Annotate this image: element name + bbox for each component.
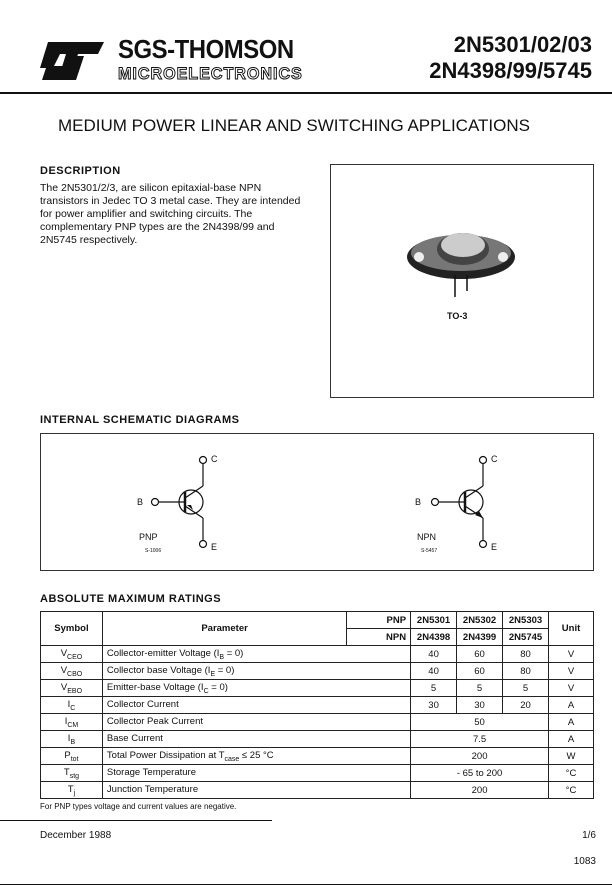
company-name: SGS-THOMSON bbox=[118, 34, 294, 64]
pnp-figure-code: S-1006 bbox=[145, 548, 162, 554]
value-cell: 30 bbox=[411, 697, 457, 714]
value-cell: 5 bbox=[457, 680, 503, 697]
table-row bbox=[41, 646, 594, 663]
table-row bbox=[41, 765, 594, 782]
pnp-part-2: 2N5302 bbox=[457, 612, 503, 629]
symbol-cell: $V_{CEO}$ bbox=[41, 646, 103, 663]
value-cell: 200 bbox=[411, 782, 549, 799]
unit-cell: V bbox=[549, 646, 594, 663]
symbol-cell: $T_{stg}$ bbox=[41, 765, 103, 782]
parameter-cell: Total Power Dissipation at $T_{case} \le 25$ °C bbox=[102, 748, 410, 765]
table-row bbox=[41, 663, 594, 680]
pnp-label: PNP bbox=[139, 532, 158, 542]
npn-c-label: C bbox=[491, 454, 498, 464]
table-row bbox=[41, 731, 594, 748]
value-cell: 200 bbox=[411, 748, 549, 765]
pnp-c-label: C bbox=[211, 454, 218, 464]
value-cell: 80 bbox=[503, 646, 549, 663]
footer-date: December 1988 bbox=[40, 830, 112, 841]
symbol-cell: $P_{tot}$ bbox=[41, 748, 103, 765]
part-numbers-line1: 2N5301/02/03 bbox=[453, 32, 592, 57]
schematic-heading: INTERNAL SCHEMATIC DIAGRAMS bbox=[40, 414, 240, 426]
unit-cell: V bbox=[549, 663, 594, 680]
document-subtitle: MEDIUM POWER LINEAR AND SWITCHING APPLICATIONS bbox=[58, 116, 530, 135]
npn-part-1: 2N4398 bbox=[411, 629, 457, 646]
bottom-rule bbox=[0, 884, 612, 885]
npn-label: NPN bbox=[417, 532, 437, 542]
parameter-cell: Collector base Voltage $(I_E = 0)$ bbox=[102, 663, 410, 680]
table-row bbox=[41, 748, 594, 765]
value-cell: 5 bbox=[503, 680, 549, 697]
parameter-cell: Emitter-base Voltage $(I_C = 0)$ bbox=[102, 680, 410, 697]
symbol-cell: $I_B$ bbox=[41, 731, 103, 748]
value-cell: 60 bbox=[457, 646, 503, 663]
ratings-heading: ABSOLUTE MAXIMUM RATINGS bbox=[40, 593, 222, 605]
package-figure bbox=[330, 164, 594, 398]
parameter-cell: Collector Peak Current bbox=[102, 714, 410, 731]
table-row bbox=[41, 697, 594, 714]
ratings-note: For PNP types voltage and current values are negative. bbox=[40, 802, 237, 811]
document-code: 1083 bbox=[573, 856, 596, 867]
symbol-cell: $V_{EBO}$ bbox=[41, 680, 103, 697]
value-cell: 5 bbox=[411, 680, 457, 697]
unit-cell: A bbox=[549, 731, 594, 748]
npn-b-label: B bbox=[415, 497, 422, 507]
value-cell: 30 bbox=[457, 697, 503, 714]
parameter-cell: Collector Current bbox=[102, 697, 410, 714]
unit-cell: A bbox=[549, 697, 594, 714]
table-row bbox=[41, 714, 594, 731]
value-cell: 7.5 bbox=[411, 731, 549, 748]
header-rule bbox=[0, 92, 612, 94]
npn-row-label: NPN bbox=[347, 629, 411, 646]
table-header-row bbox=[41, 612, 594, 629]
unit-cell: °C bbox=[549, 782, 594, 799]
footer-rule bbox=[0, 820, 272, 821]
unit-header: Unit bbox=[549, 612, 594, 646]
description-heading: DESCRIPTION bbox=[40, 165, 121, 177]
part-numbers-line2: 2N4398/99/5745 bbox=[429, 58, 592, 83]
to3-package-drawing bbox=[401, 219, 521, 299]
pnp-b-label: B bbox=[137, 497, 144, 507]
description-text: The 2N5301/2/3, are silicon epitaxial-base NPN transistors in Jedec TO 3 metal case. They are intended for power amplifier and switching circuits. The complementary PNP types are the 2N4398/99 and 2N5745 respectively. bbox=[40, 182, 301, 246]
parameter-cell: Base Current bbox=[102, 731, 410, 748]
pnp-part-3: 2N5303 bbox=[503, 612, 549, 629]
symbol-cell: $I_C$ bbox=[41, 697, 103, 714]
table-row bbox=[41, 782, 594, 799]
value-cell: 20 bbox=[503, 697, 549, 714]
unit-cell: A bbox=[549, 714, 594, 731]
table-row bbox=[41, 680, 594, 697]
package-label: TO-3 bbox=[447, 311, 468, 321]
st-logo bbox=[40, 40, 106, 82]
ratings-table bbox=[40, 611, 594, 799]
value-cell: 80 bbox=[503, 663, 549, 680]
unit-cell: V bbox=[549, 680, 594, 697]
symbol-header: Symbol bbox=[41, 612, 103, 646]
page-number: 1/6 bbox=[582, 830, 596, 841]
npn-part-2: 2N4399 bbox=[457, 629, 503, 646]
pnp-e-label: E bbox=[211, 542, 218, 552]
unit-cell: °C bbox=[549, 765, 594, 782]
npn-part-3: 2N5745 bbox=[503, 629, 549, 646]
division-name: MICROELECTRONICS bbox=[118, 64, 303, 83]
pnp-part-1: 2N5301 bbox=[411, 612, 457, 629]
value-cell: 40 bbox=[411, 663, 457, 680]
parameter-cell: Collector-emitter Voltage $(I_B = 0)$ bbox=[102, 646, 410, 663]
pnp-row-label: PNP bbox=[347, 612, 411, 629]
schematic-figure bbox=[40, 433, 594, 571]
npn-e-label: E bbox=[491, 542, 498, 552]
unit-cell: W bbox=[549, 748, 594, 765]
value-cell: 60 bbox=[457, 663, 503, 680]
npn-figure-code: S-5457 bbox=[421, 548, 438, 554]
value-cell: - 65 to 200 bbox=[411, 765, 549, 782]
parameter-cell: Junction Temperature bbox=[102, 782, 410, 799]
symbol-cell: $V_{CBO}$ bbox=[41, 663, 103, 680]
value-cell: 50 bbox=[411, 714, 549, 731]
symbol-cell: $T_j$ bbox=[41, 782, 103, 799]
parameter-cell: Storage Temperature bbox=[102, 765, 410, 782]
symbol-cell: $I_{CM}$ bbox=[41, 714, 103, 731]
parameter-header: Parameter bbox=[102, 612, 346, 646]
value-cell: 40 bbox=[411, 646, 457, 663]
